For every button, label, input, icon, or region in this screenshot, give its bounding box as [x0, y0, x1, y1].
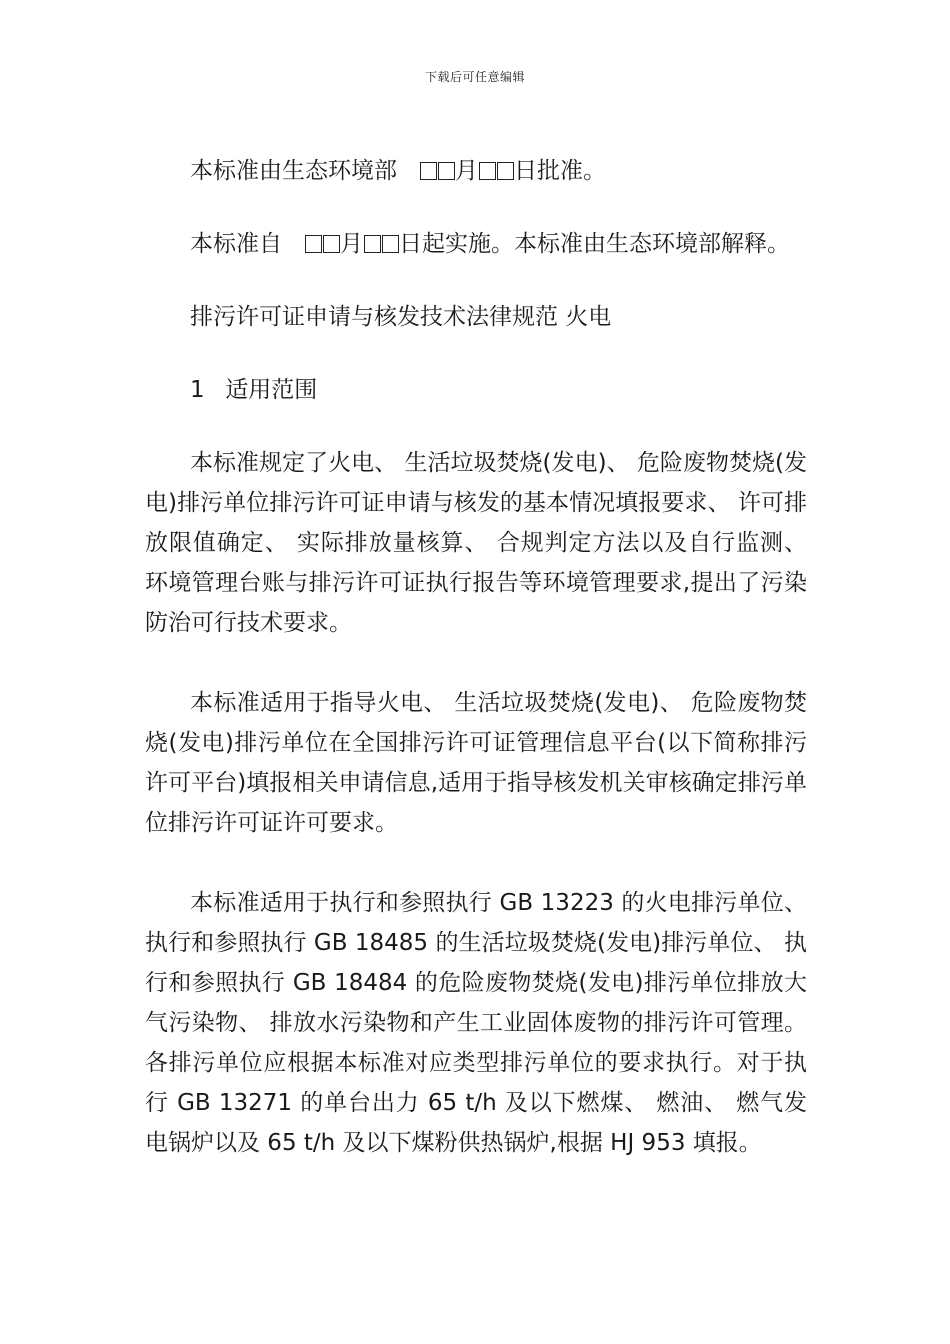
day-placeholder-box: [479, 162, 496, 180]
implementation-suffix: 日起实施。本标准由生态环境部解释。: [399, 231, 790, 257]
implementation-month: 月: [340, 231, 363, 257]
implementation-prefix: 本标准自: [190, 231, 282, 257]
doc-title: 排污许可证申请与核发技术法律规范 火电: [190, 304, 612, 330]
approval-line: [190, 156, 606, 186]
day-placeholder-box: [382, 235, 399, 253]
paragraph-scope: 本标准规定了火电、 生活垃圾焚烧(发电)、 危险废物焚烧(发电)排污单位排污许可证申请与核发的基本情况填报要求、 许可排放限值确定、 实际排放量核算、 合规判定方法以及自行监测、 环境管理台账与排污许可证执行报告等环境管理要求,提出了污染防治可行技术要求。: [145, 450, 807, 636]
approval-prefix: 本标准由生态环境部: [190, 158, 397, 184]
section-title: 适用范围: [225, 377, 318, 403]
year-placeholder-box: [323, 235, 340, 253]
section-heading: [190, 375, 317, 405]
section-number: 1: [190, 377, 205, 403]
approval-month: 月: [455, 158, 478, 184]
year-placeholder-box: [305, 235, 322, 253]
year-placeholder-box: [438, 162, 455, 180]
paragraph-applicability: 本标准适用于指导火电、 生活垃圾焚烧(发电)、 危险废物焚烧(发电)排污单位在全国排污许可证管理信息平台(以下简称排污许可平台)填报相关申请信息,适用于指导核发机关审核确定排污单位排污许可证许可要求。: [145, 690, 807, 836]
header-note: 下载后可任意编辑: [424, 70, 525, 84]
implementation-line: [190, 229, 790, 259]
year-placeholder-box: [420, 162, 437, 180]
day-placeholder-box: [497, 162, 514, 180]
day-placeholder-box: [364, 235, 381, 253]
approval-suffix: 日批准。: [514, 158, 606, 184]
paragraph-standards: 本标准适用于执行和参照执行 GB 13223 的火电排污单位、执行和参照执行 GB 18485 的生活垃圾焚烧(发电)排污单位、 执行和参照执行 GB 18484 的危险废物焚烧(发电)排污单位排放大气污染物、 排放水污染物和产生工业固体废物的排污许可管理。各排污单位应根据本标准对应类型排污单位的要求执行。对于执行 GB 13271 的单台出力 65 t/h 及以下燃煤、 燃油、 燃气发电锅炉以及 65 t/h 及以下煤粉供热锅炉,根据 HJ 953 填报。: [145, 890, 807, 1156]
